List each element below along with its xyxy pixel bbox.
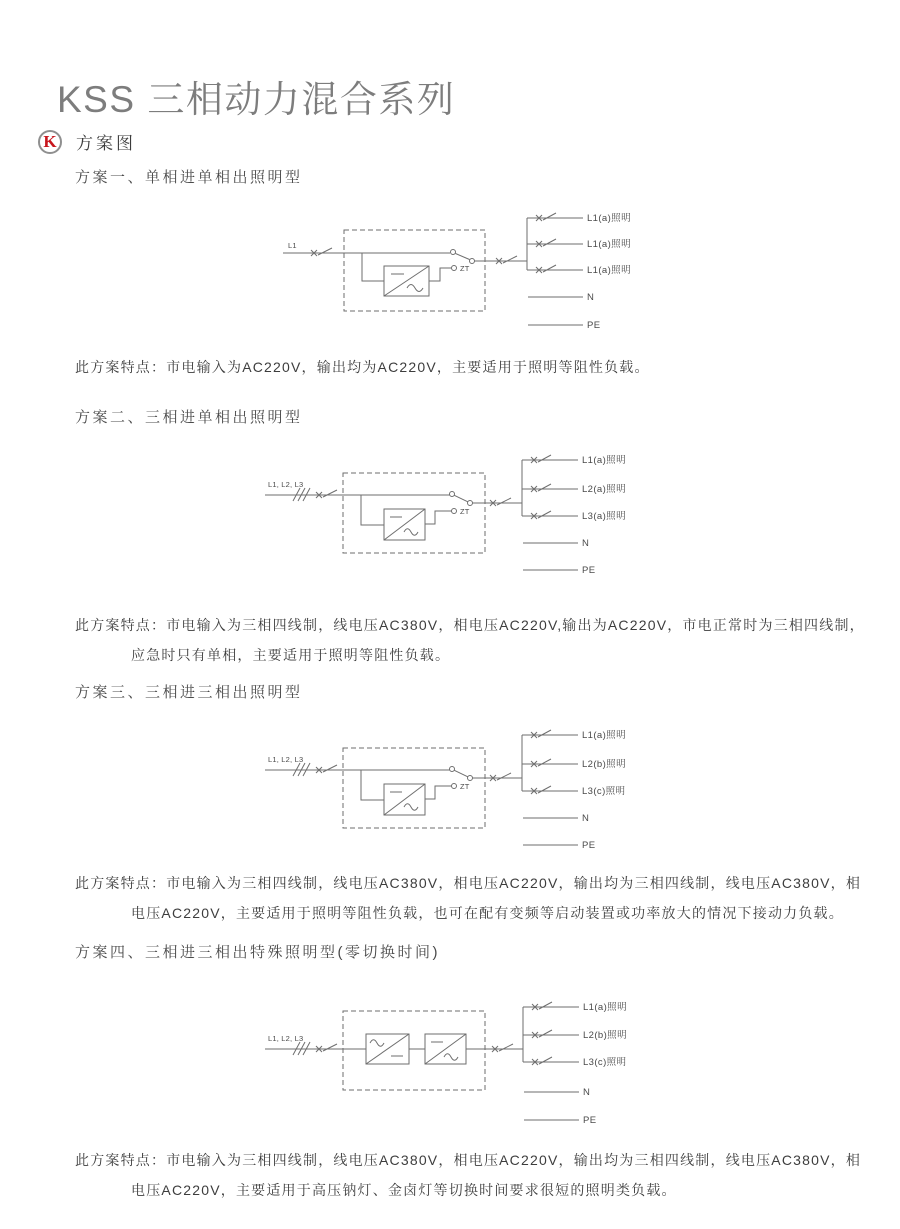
scheme-3-diagram: [263, 725, 628, 865]
scheme-4-diagram: [263, 980, 628, 1137]
output-label: L1(a)照明: [587, 213, 631, 224]
ups-enclosure-dashed-box: [343, 1011, 485, 1090]
pe-label: PE: [582, 840, 596, 851]
output-label: L1(a)照明: [583, 1002, 627, 1013]
output-label: L3(a)照明: [582, 511, 626, 522]
branch-switch-icons: [531, 730, 551, 794]
scheme-2-diagram: [263, 450, 628, 590]
branch-switch-icons: [531, 455, 551, 519]
output-label: L2(b)照明: [582, 759, 626, 770]
k-circle-icon: K: [38, 130, 62, 154]
input-phase-label: L1, L2, L3: [268, 480, 304, 489]
note-label: 此方案特点：: [75, 1152, 167, 1168]
neutral-label: N: [582, 538, 590, 549]
note-line: 电压AC220V，主要适用于照明等阻性负载，也可在配有变频等启动装置或功率放大的情况下接动力负载。: [131, 905, 844, 921]
note-line: 应急时只有单相，主要适用于照明等阻性负载。: [131, 647, 451, 663]
pe-label: PE: [587, 320, 601, 331]
inverter-block: [384, 266, 429, 296]
pe-label: PE: [583, 1115, 597, 1126]
output-label: L1(a)照明: [587, 265, 631, 276]
note-label: 此方案特点：: [75, 359, 167, 375]
output-breaker-switch-icon: [490, 498, 511, 506]
scheme-4-title: 方案四、三相进三相出特殊照明型(零切换时间): [75, 944, 440, 961]
note-line: 市电输入为AC220V，输出均为AC220V，主要适用于照明等阻性负载。: [166, 359, 650, 375]
three-phase-in-three-out-schematic: [263, 725, 628, 860]
rectifier-block: [366, 1034, 409, 1064]
zt-label: ZT: [460, 264, 470, 273]
inverter-block: [425, 1034, 466, 1064]
zt-label: ZT: [460, 782, 470, 791]
output-breaker-switch-icon: [492, 1044, 513, 1052]
pe-label: PE: [582, 565, 596, 576]
inverter-block: [384, 509, 425, 540]
output-label: L1(a)照明: [587, 239, 631, 250]
scheme-2-note: [75, 610, 865, 670]
input-breaker-switch-icon: [316, 765, 337, 773]
scheme-1-diagram: [281, 200, 631, 345]
output-label: L1(a)照明: [582, 730, 626, 741]
scheme-2-title: 方案二、三相进单相出照明型: [75, 409, 303, 426]
double-conversion-schematic: [263, 980, 628, 1132]
neutral-label: N: [582, 813, 590, 824]
inverter-block: [384, 784, 425, 815]
input-phase-label: L1, L2, L3: [268, 755, 304, 764]
note-line: 市电输入为三相四线制，线电压AC380V，相电压AC220V，输出均为三相四线制，线电压AC380V，相: [166, 1152, 862, 1168]
neutral-label: N: [587, 292, 595, 303]
input-breaker-switch-icon: [316, 1044, 337, 1052]
scheme-1-note: [75, 352, 650, 382]
scheme-3-title: 方案三、三相进三相出照明型: [75, 684, 303, 701]
section-title: 方案图: [76, 134, 136, 153]
branch-switch-icons: [532, 1002, 552, 1065]
scheme-3-note: [75, 868, 861, 928]
output-breaker-switch-icon: [490, 773, 511, 781]
neutral-label: N: [583, 1087, 591, 1098]
note-label: 此方案特点：: [75, 617, 167, 633]
input-breaker-switch-icon: [316, 490, 337, 498]
output-label: L2(b)照明: [583, 1030, 627, 1041]
input-breaker-switch-icon: [311, 248, 332, 256]
input-phase-label: L1, L2, L3: [268, 1034, 304, 1043]
output-label: L3(c)照明: [582, 786, 626, 797]
note-line: 市电输入为三相四线制，线电压AC380V，相电压AC220V，输出均为三相四线制，线电压AC380V，相: [166, 875, 862, 891]
output-breaker-switch-icon: [496, 256, 517, 264]
note-line: 电压AC220V，主要适用于高压钠灯、金卤灯等切换时间要求很短的照明类负载。: [131, 1182, 677, 1198]
wires: [265, 460, 578, 570]
single-phase-ups-schematic: [281, 200, 631, 340]
scheme-1-title: 方案一、单相进单相出照明型: [75, 169, 303, 186]
output-label: L3(c)照明: [583, 1057, 627, 1068]
branch-switch-icons: [536, 213, 556, 273]
input-phase-label: L1: [288, 241, 297, 250]
wires: [265, 1007, 579, 1120]
three-phase-in-single-out-schematic: [263, 450, 628, 585]
wires: [265, 735, 578, 845]
page-title: KSS 三相动力混合系列: [57, 78, 456, 120]
output-label: L1(a)照明: [582, 455, 626, 466]
note-line: 市电输入为三相四线制，线电压AC380V，相电压AC220V,输出为AC220V，市电正常时为三相四线制，: [166, 617, 865, 633]
section-header: [38, 129, 136, 154]
note-label: 此方案特点：: [75, 875, 167, 891]
zt-label: ZT: [460, 507, 470, 516]
output-label: L2(a)照明: [582, 484, 626, 495]
scheme-4-note: [75, 1145, 861, 1205]
